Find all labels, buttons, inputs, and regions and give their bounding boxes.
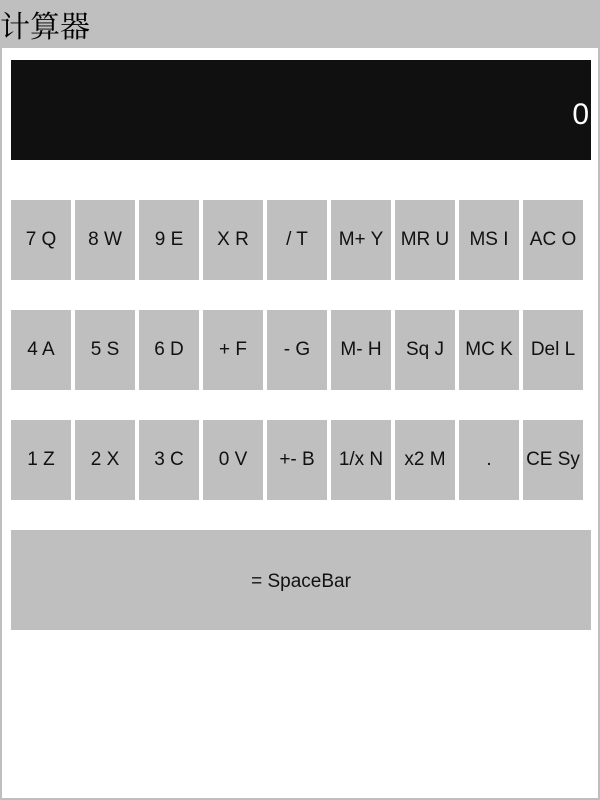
key-square[interactable]: x2 M [395,420,455,500]
key-divide[interactable]: / T [267,200,327,280]
key-4[interactable]: 4 A [11,310,71,390]
key-7[interactable]: 7 Q [11,200,71,280]
key-add[interactable]: + F [203,310,263,390]
key-reciprocal[interactable]: 1/x N [331,420,391,500]
key-equals[interactable]: = SpaceBar [11,530,591,630]
key-8[interactable]: 8 W [75,200,135,280]
key-9[interactable]: 9 E [139,200,199,280]
key-2[interactable]: 2 X [75,420,135,500]
key-6[interactable]: 6 D [139,310,199,390]
key-0[interactable]: 0 V [203,420,263,500]
title-bar [0,0,600,48]
key-1[interactable]: 1 Z [11,420,71,500]
display-panel [11,60,591,160]
key-memory-add[interactable]: M+ Y [331,200,391,280]
key-all-clear[interactable]: AC O [523,200,583,280]
key-memory-recall[interactable]: MR U [395,200,455,280]
key-clear-entry[interactable]: CE Sy [523,420,583,500]
key-negate[interactable]: +- B [267,420,327,500]
key-3[interactable]: 3 C [139,420,199,500]
key-5[interactable]: 5 S [75,310,135,390]
key-memory-store[interactable]: MS I [459,200,519,280]
key-delete[interactable]: Del L [523,310,583,390]
key-square-root[interactable]: Sq J [395,310,455,390]
display-value: 0 [572,98,589,131]
window-title: 计算器 [0,10,90,45]
key-decimal-point[interactable]: . [459,420,519,500]
key-multiply[interactable]: X R [203,200,263,280]
key-subtract[interactable]: - G [267,310,327,390]
key-memory-clear[interactable]: MC K [459,310,519,390]
key-memory-subtract[interactable]: M- H [331,310,391,390]
